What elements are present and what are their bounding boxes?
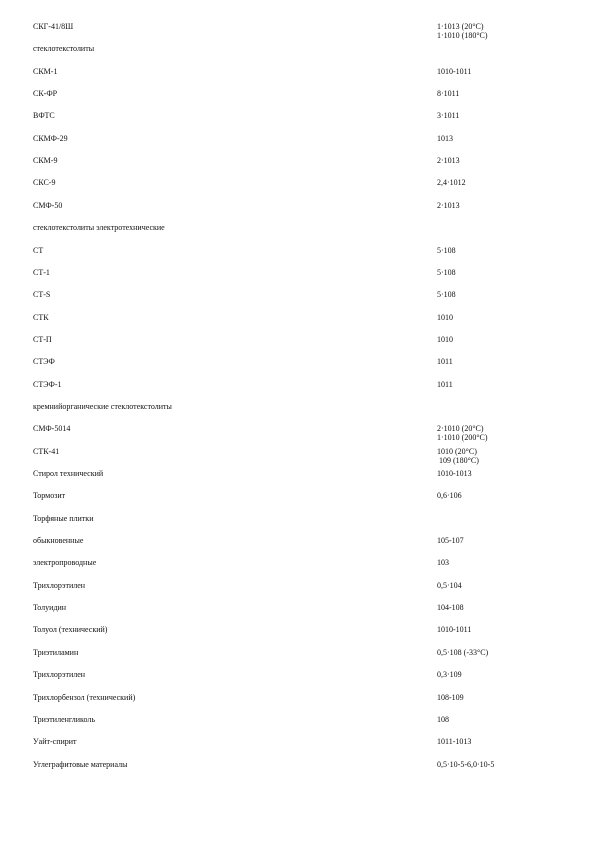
material-name: СТК-41 [33, 447, 60, 456]
section-heading: Торфяные плитки [33, 514, 94, 523]
table-row [0, 156, 595, 176]
material-name: СКС-9 [33, 178, 56, 187]
table-row [0, 380, 595, 400]
material-name: СТК [33, 313, 49, 322]
resistivity-value: 5·108 [437, 268, 456, 277]
table-row [0, 178, 595, 198]
material-name: СМФ-50 [33, 201, 63, 210]
table-row [0, 67, 595, 87]
resistivity-value: 2·1013 [437, 201, 460, 210]
resistivity-value: 1011 [437, 357, 453, 366]
table-row [0, 22, 595, 42]
resistivity-value: 1011-1013 [437, 737, 472, 746]
resistivity-value: 0,5·108 (-33°С) [437, 648, 489, 657]
material-name: Трихлорбензол (технический) [33, 693, 136, 702]
resistivity-value: 1010-1011 [437, 67, 472, 76]
material-name: СКМ-9 [33, 156, 58, 165]
section-heading: кремнийорганические стеклотекстолиты [33, 402, 172, 411]
table-row [0, 201, 595, 221]
material-name: СТЭФ-1 [33, 380, 62, 389]
resistivity-value: 108 [437, 715, 449, 724]
resistivity-value: 2,4·1012 [437, 178, 466, 187]
material-name: СТ [33, 246, 44, 255]
resistivity-value: 5·108 [437, 290, 456, 299]
material-name: Стирол технический [33, 469, 104, 478]
table-row [0, 715, 595, 735]
table-row [0, 581, 595, 601]
resistivity-value: 2·1013 [437, 156, 460, 165]
table-row [0, 469, 595, 489]
resistivity-value: 0,6·106 [437, 491, 462, 500]
table-row [0, 111, 595, 131]
table-row [0, 625, 595, 645]
resistivity-value: 1·1013 (20°С) 1·1010 (180°С) [437, 22, 488, 40]
material-name: электропроводные [33, 558, 97, 567]
material-name: СКМФ-29 [33, 134, 68, 143]
table-row [0, 670, 595, 690]
table-row [0, 760, 595, 780]
resistivity-value: 1010 [437, 335, 453, 344]
table-row [0, 737, 595, 757]
table-row [0, 424, 595, 444]
resistivity-value: 1010 (20°С) 109 (180°С) [437, 447, 479, 465]
table-row [0, 558, 595, 578]
resistivity-value: 1010 [437, 313, 453, 322]
material-name: СТ-S [33, 290, 51, 299]
material-name: Толуидин [33, 603, 67, 612]
material-name: обыкновенные [33, 536, 84, 545]
material-name: Углеграфитовые материалы [33, 760, 128, 769]
resistivity-value: 0,5·104 [437, 581, 462, 590]
material-name: Триэтиламин [33, 648, 79, 657]
resistivity-value: 105-107 [437, 536, 464, 545]
table-row [0, 491, 595, 511]
table-row [0, 603, 595, 623]
table-row [0, 268, 595, 288]
resistivity-value: 5·108 [437, 246, 456, 255]
resistivity-value: 103 [437, 558, 449, 567]
material-name: Тормозит [33, 491, 66, 500]
table-row [0, 89, 595, 109]
material-name: СМФ-5014 [33, 424, 71, 433]
table-row [0, 290, 595, 310]
resistivity-value: 3·1011 [437, 111, 460, 120]
table-row [0, 134, 595, 154]
resistivity-value: 0,5·10-5-6,0·10-5 [437, 760, 495, 769]
resistivity-value: 104-108 [437, 603, 464, 612]
table-row [0, 447, 595, 467]
material-name: СТ-1 [33, 268, 50, 277]
material-name: СКМ-1 [33, 67, 58, 76]
material-name: Трихлорэтилен [33, 581, 86, 590]
table-row [0, 357, 595, 377]
resistivity-value: 8·1011 [437, 89, 460, 98]
table-row [0, 335, 595, 355]
resistivity-value: 1010-1013 [437, 469, 472, 478]
material-name: Трихлорэтилен [33, 670, 86, 679]
material-name: СКГ-41/8Ш [33, 22, 74, 31]
material-name: СК-ФР [33, 89, 58, 98]
material-name: СТЭФ [33, 357, 55, 366]
table-row [0, 536, 595, 556]
resistivity-value: 0,3·109 [437, 670, 462, 679]
resistivity-value: 1013 [437, 134, 453, 143]
table-row [0, 693, 595, 713]
resistivity-value: 1010-1011 [437, 625, 472, 634]
table-row [0, 246, 595, 266]
resistivity-value: 108-109 [437, 693, 464, 702]
resistivity-value: 1011 [437, 380, 453, 389]
material-name: ВФТС [33, 111, 55, 120]
material-name: Триэтиленгликоль [33, 715, 96, 724]
resistivity-value: 2·1010 (20°С) 1·1010 (200°С) [437, 424, 488, 442]
table-row [0, 648, 595, 668]
section-heading: стеклотекстолиты [33, 44, 95, 53]
table-row [0, 313, 595, 333]
material-name: Уайт-спирит [33, 737, 77, 746]
material-name: Толуол (технический) [33, 625, 108, 634]
material-name: СТ-П [33, 335, 52, 344]
section-heading: стеклотекстолиты электротехнические [33, 223, 165, 232]
